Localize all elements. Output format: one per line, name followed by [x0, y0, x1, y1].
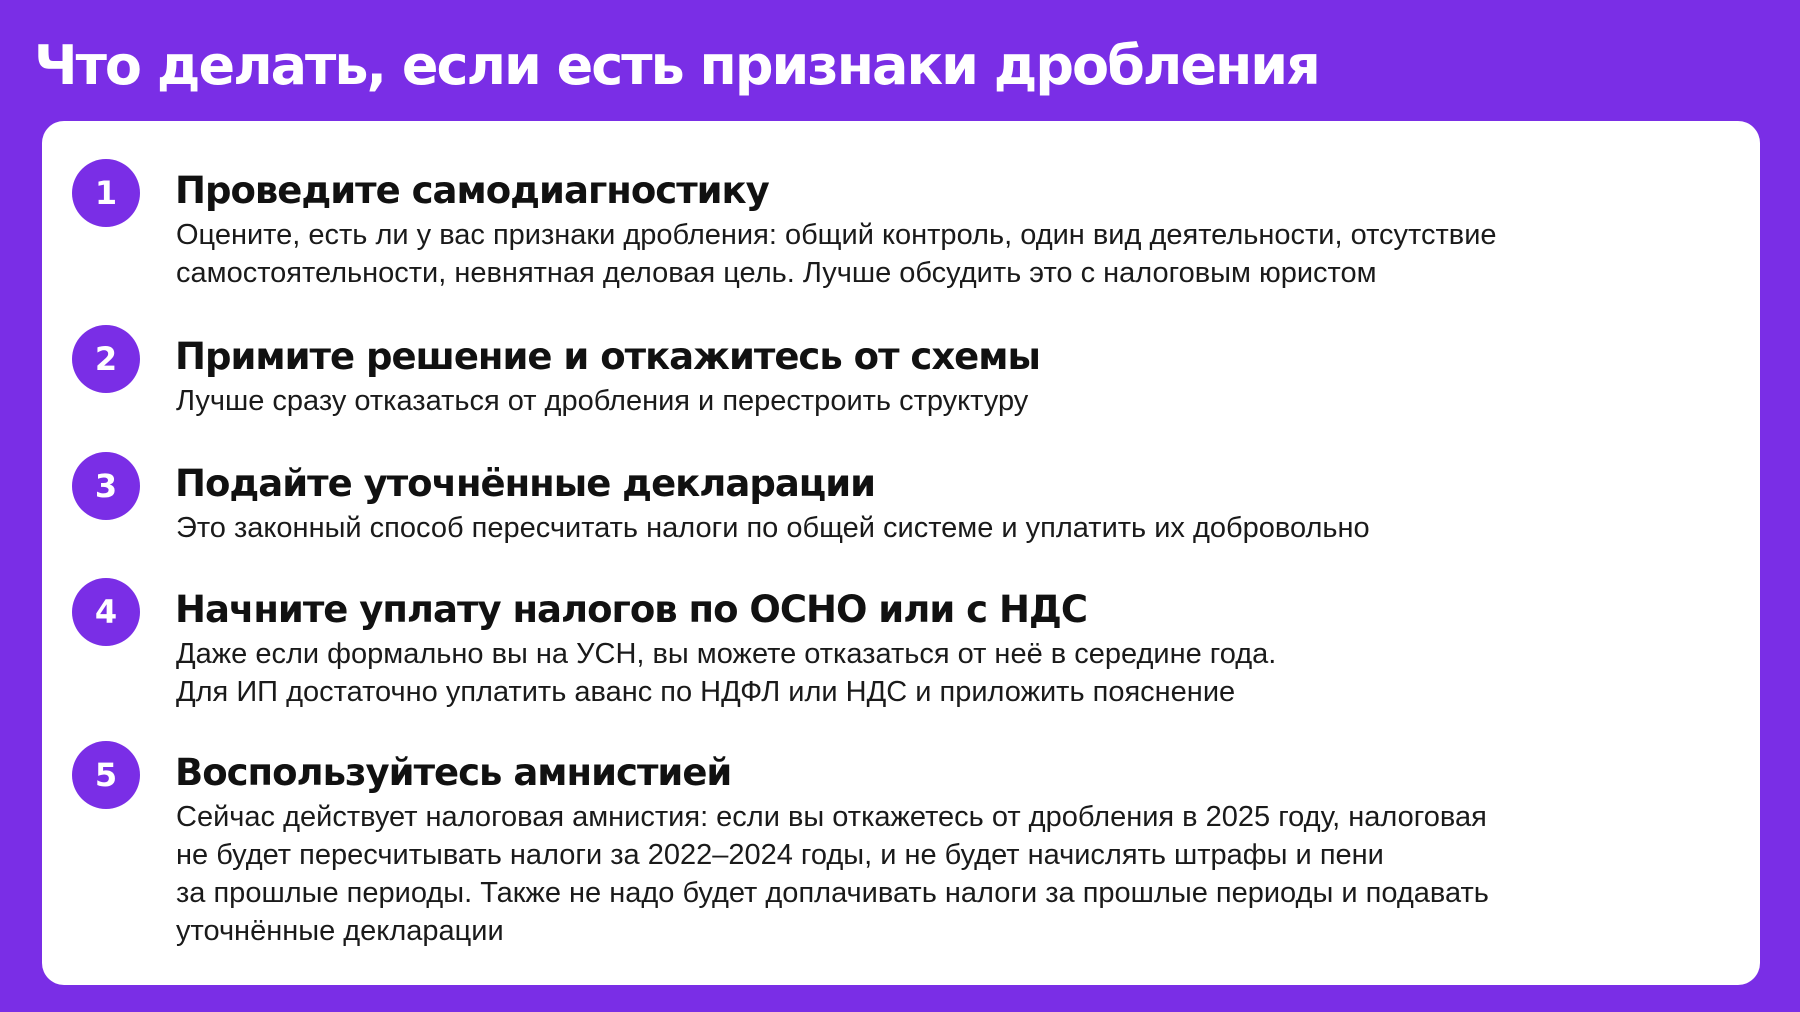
step-number-badge: 4: [72, 578, 140, 646]
step-description-line: Даже если формально вы на УСН, вы можете отказаться от неё в середине года.: [176, 638, 1277, 670]
step-number-badge: 5: [72, 741, 140, 809]
step-description-line: за прошлые периоды. Также не надо будет доплачивать налоги за прошлые периоды и подавать: [176, 877, 1489, 909]
step-description-line: Для ИП достаточно уплатить аванс по НДФЛ или НДС и приложить пояснение: [176, 676, 1236, 708]
step-heading: Подайте уточнённые декларации: [175, 462, 876, 505]
step-description: [176, 635, 1716, 711]
step-description-line: не будет пересчитывать налоги за 2022–2024 годы, и не будет начислять штрафы и пени: [176, 839, 1384, 871]
step-number-badge: 1: [72, 159, 140, 227]
step-number-badge: 3: [72, 452, 140, 520]
step-heading: Начните уплату налогов по ОСНО или с НДС: [175, 588, 1088, 631]
step-heading: Воспользуйтесь амнистией: [175, 751, 732, 794]
step-description-line: Это законный способ пересчитать налоги по общей системе и уплатить их добровольно: [176, 512, 1370, 544]
step-heading: Примите решение и откажитесь от схемы: [175, 335, 1040, 378]
step-number-badge: 2: [72, 325, 140, 393]
step-description: [176, 382, 1716, 420]
step-description: [176, 798, 1716, 950]
step-heading: Проведите самодиагностику: [175, 169, 769, 212]
step-description: [176, 509, 1716, 547]
steps-card: [42, 121, 1760, 985]
step-description-line: Оцените, есть ли у вас признаки дробления: общий контроль, один вид деятельности, отсутствие: [176, 219, 1497, 251]
step-description-line: Лучше сразу отказаться от дробления и перестроить структуру: [176, 385, 1029, 417]
step-description-line: уточнённые декларации: [176, 915, 504, 947]
page-title: Что делать, если есть признаки дробления: [34, 34, 1319, 97]
step-description: [176, 216, 1716, 292]
step-description-line: Сейчас действует налоговая амнистия: если вы откажетесь от дробления в 2025 году, налоговая: [176, 801, 1487, 833]
step-description-line: самостоятельности, невнятная деловая цель. Лучше обсудить это с налоговым юристом: [176, 257, 1377, 289]
